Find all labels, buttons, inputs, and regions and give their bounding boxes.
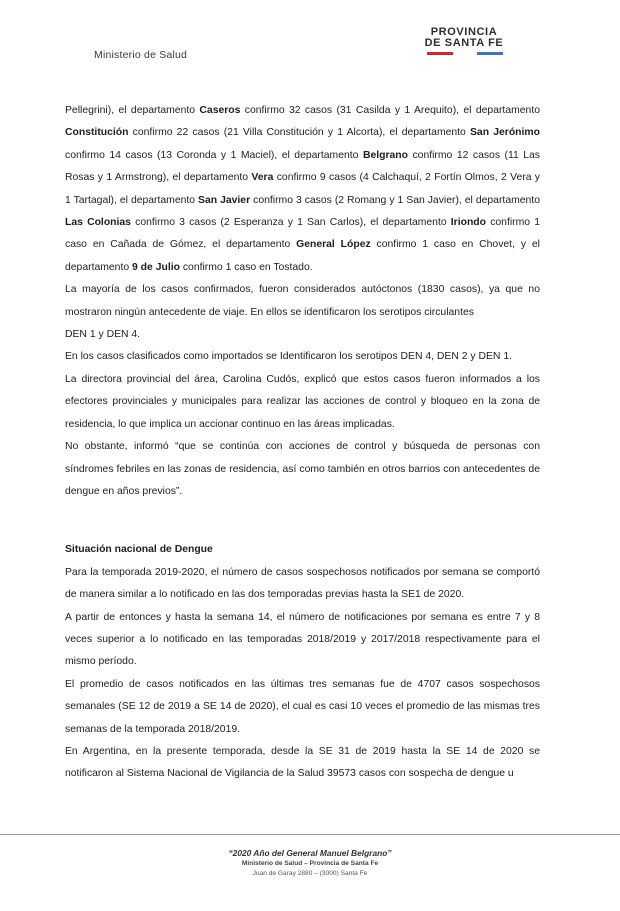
- footer-motto: “2020 Año del General Manuel Belgrano”: [228, 848, 392, 858]
- paragraph-departments: [65, 100, 540, 279]
- text-run: confirmo 3 casos (2 Esperanza y 1 San Carlos), el departamento: [130, 217, 451, 229]
- department-name: Vera: [251, 172, 274, 184]
- department-name: 9 de Julio: [132, 261, 180, 273]
- paragraph-serotypes-line: DEN 1 y DEN 4.: [65, 329, 141, 341]
- text-run: confirmo 3 casos (2 Romang y 1 San Javier), el departamento: [250, 194, 540, 206]
- department-name: Iriondo: [450, 217, 487, 229]
- logo-line-1: PROVINCIA: [430, 26, 498, 38]
- paragraph-season: Para la temporada 2019-2020, el número de casos sospechosos notificados por semana se comportó de manera similar a lo notificado en las dos temporadas previas hasta la SE1 de 2020.: [65, 566, 540, 601]
- text-run: confirmo 1 caso en Chovet, y el departamento: [65, 239, 540, 273]
- department-name: Constitución: [65, 127, 129, 139]
- ministry-label: Ministerio de Salud: [94, 49, 188, 61]
- province-logo: [421, 27, 507, 58]
- logo-blue-bar: [477, 52, 503, 55]
- text-run: confirmo 12 casos (11 Las Rosas y 1 Armstrong), el departamento: [65, 149, 541, 184]
- department-name: General López: [296, 239, 371, 251]
- paragraph-imported: En los casos clasificados como importados se Identificaron los serotipos DEN 4, DEN 2 y DEN 1.: [65, 351, 512, 363]
- paragraph-average: El promedio de casos notificados en las últimas tres semanas fue de 4707 casos sospechosos semanales (SE 12 de 2019 a SE 14 de 2020), el cual es casi 10 veces el promedio de las mismas tres semanas de la temporada 2018/2019.: [65, 678, 540, 735]
- footer-organization: Ministerio de Salud – Provincia de Santa Fe: [241, 860, 379, 867]
- text-run: confirmo 1 caso en Tostado.: [179, 261, 313, 273]
- text-run: confirmo 14 casos (13 Coronda y 1 Maciel), el departamento: [65, 149, 363, 161]
- department-name: Caseros: [199, 105, 241, 116]
- text-run: confirmo 32 casos (31 Casilda y 1 Arequito), el departamento: [240, 105, 540, 116]
- department-name: San Jerónimo: [470, 127, 540, 139]
- footer: [0, 847, 620, 879]
- footer-divider: [0, 834, 620, 835]
- paragraph-week-14: A partir de entonces y hasta la semana 14, el número de notificaciones por semana es entre 7 y 8 veces superior a lo notificado en las temporadas 2018/2019 y 2017/2018 respectivamente para el mismo período.: [65, 611, 540, 668]
- logo-line-2: DE SANTA FE: [424, 37, 504, 49]
- logo-red-bar: [427, 52, 453, 55]
- paragraph-quote: No obstante, informó “que se continúa con acciones de control y búsqueda de personas con síndromes febriles en las zonas de residencia, así como también en otros barrios con antecedentes de dengue en años previos”.: [65, 441, 540, 497]
- paragraph-autochthonous: La mayoría de los casos confirmados, fueron considerados autóctonos (1830 casos), ya que no mostraron ningún antecedente de viaje. En ellos se identificaron los serotipos circulantes: [65, 284, 540, 318]
- text-run: confirmo 1 caso en Cañada de Gómez, el departamento: [65, 217, 540, 251]
- text-run: Pellegrini), el departamento: [65, 105, 200, 116]
- logo-color-bars: [421, 52, 507, 58]
- paragraph-argentina: En Argentina, en la presente temporada, desde la SE 31 de 2019 hasta la SE 14 de 2020 se notificaron al Sistema Nacional de Vigilancia de la Salud 39573 casos con sospecha de dengue u: [65, 745, 540, 780]
- footer-address: Juan de Garay 2880 – (3000) Santa Fe: [252, 870, 368, 877]
- text-run: confirmo 9 casos (4 Calchaquí, 2 Fortín Olmos, 2 Vera y 1 Tartagal), el departamento: [65, 172, 541, 206]
- text-run: confirmo 22 casos (21 Villa Constitución y 1 Alcorta), el departamento: [128, 127, 470, 139]
- section-heading: Situación nacional de Dengue: [65, 544, 213, 556]
- department-name: Belgrano: [362, 149, 408, 161]
- paragraph-director: La directora provincial del área, Carolina Cudós, explicó que estos casos fueron informados a los efectores provinciales y municipales para realizar las acciones de control y bloqueo en la zona de residencia, lo que implica un accionar continuo en las áreas implicadas.: [65, 373, 540, 430]
- department-name: San Javier: [198, 194, 251, 206]
- department-name: Las Colonias: [65, 217, 131, 229]
- document-body: [65, 100, 540, 786]
